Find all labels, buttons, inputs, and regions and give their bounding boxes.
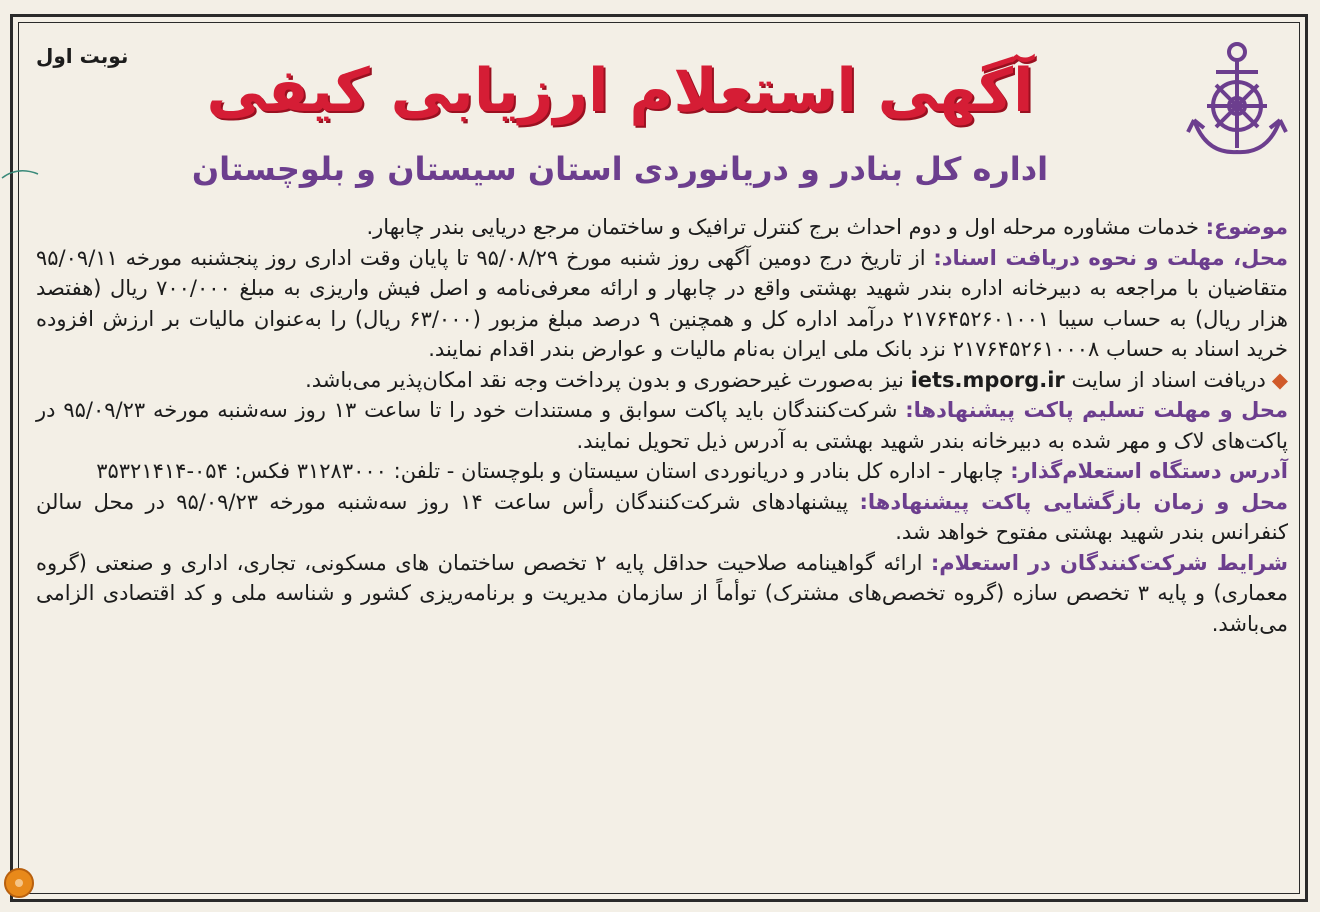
conditions-paragraph <box>36 548 1288 640</box>
section-heading: موضوع: <box>1205 215 1288 239</box>
section-text: از تاریخ درج دومین آگهی روز شنبه مورخ ۹۵/۰۸/۲۹ تا پایان وقت اداری روز پنجشنبه مورخه ۹۵/۰۹/۱۱ متقاضیان با مراجعه به دبیرخانه اداره بندر شهید بهشتی واقع در چابهار و ارائه معرفی‌نامه و اصل فیش واریزی به مبلغ ۷۰۰/۰۰۰ ریال (هفتصد هزار ریال) به حساب سیبا ۲۱۷۶۴۵۲۶۰۱۰۰۱ درآمد اداره کل و همچنین ۹ درصد مبلغ مزبور (۶۳/۰۰۰ ریال) را به‌عنوان مالیات بر ارزش افزوده خرید اسناد به حساب ۲۱۷۶۴۵۲۶۱۰۰۰۸ نزد بانک ملی ایران به‌نام مالیات و عوارض بندر اقدام نمایند. <box>36 245 1288 361</box>
note-text-before: دریافت اسناد از سایت <box>1064 367 1266 392</box>
website-link[interactable]: iets.mporg.ir <box>910 367 1065 392</box>
subject-paragraph <box>36 212 1288 243</box>
issue-label: نوبت اول <box>36 44 129 68</box>
section-text: پیشنهادهای شرکت‌کنندگان رأس ساعت ۱۴ روز سه‌شنبه مورخه ۹۵/۰۹/۲۳ در محل سالن کنفرانس بندر شهید بهشتی مفتوح خواهد شد. <box>36 489 1288 544</box>
section-heading: شرایط شرکت‌کنندگان در استعلام: <box>930 550 1289 575</box>
online-note <box>36 365 1288 396</box>
section-text: شرکت‌کنندگان باید پاکت سوابق و مستندات خود را تا ساعت ۱۳ روز سه‌شنبه مورخه ۹۵/۰۹/۲۳ در پاکت‌های لاک و مهر شده به دبیرخانه بندر شهید بهشتی به آدرس ذیل تحویل نمایند. <box>36 398 1288 453</box>
anchor-ship-wheel-logo-icon <box>1186 36 1288 162</box>
submission-paragraph <box>36 395 1288 456</box>
ad-body <box>36 212 1288 639</box>
note-text-after: نیز به‌صورت غیرحضوری و بدون پرداخت وجه نقد امکان‌پذیر می‌باشد. <box>305 367 911 392</box>
section-heading: محل، مهلت و نحوه دریافت اسناد: <box>933 245 1288 270</box>
diamond-bullet-icon: ◆ <box>1271 367 1288 392</box>
opening-paragraph <box>36 487 1288 548</box>
organization-subtitle: اداره کل بنادر و دریانوردی استان سیستان و بلوچستان <box>191 150 1049 188</box>
pen-mark-icon <box>0 160 40 190</box>
section-heading: آدرس دستگاه استعلام‌گذار: <box>1010 459 1288 483</box>
documents-paragraph <box>36 243 1288 365</box>
ad-title: آگهی استعلام ارزیابی کیفی <box>206 56 1034 126</box>
address-paragraph <box>36 456 1288 487</box>
orange-dot-icon <box>4 868 34 898</box>
section-heading: محل و زمان بازگشایی پاکت پیشنهادها: <box>859 489 1288 514</box>
section-text: ارائه گواهینامه صلاحیت حداقل پایه ۲ تخصص ساختمان های مسکونی، تجاری، اداری و صنعتی (گروه معماری) و پایه ۳ تخصص سازه (گروه تخصص‌های مشترک) توأماً از سازمان مدیریت و برنامه‌ریزی کشور و شناسه ملی و کد اقتصادی الزامی می‌باشد. <box>36 550 1289 636</box>
section-text: خدمات مشاوره مرحله اول و دوم احداث برج کنترل ترافیک و ساختمان مرجع دریایی بندر چابهار. <box>366 215 1206 239</box>
section-heading: محل و مهلت تسلیم پاکت پیشنهادها: <box>905 398 1288 422</box>
section-text: چابهار - اداره کل بنادر و دریانوردی استان سیستان و بلوچستان - تلفن: ۳۱۲۸۳۰۰۰ فکس: ۰۵۴-۳۵۳۲۱۴۱۴ <box>96 459 1011 483</box>
